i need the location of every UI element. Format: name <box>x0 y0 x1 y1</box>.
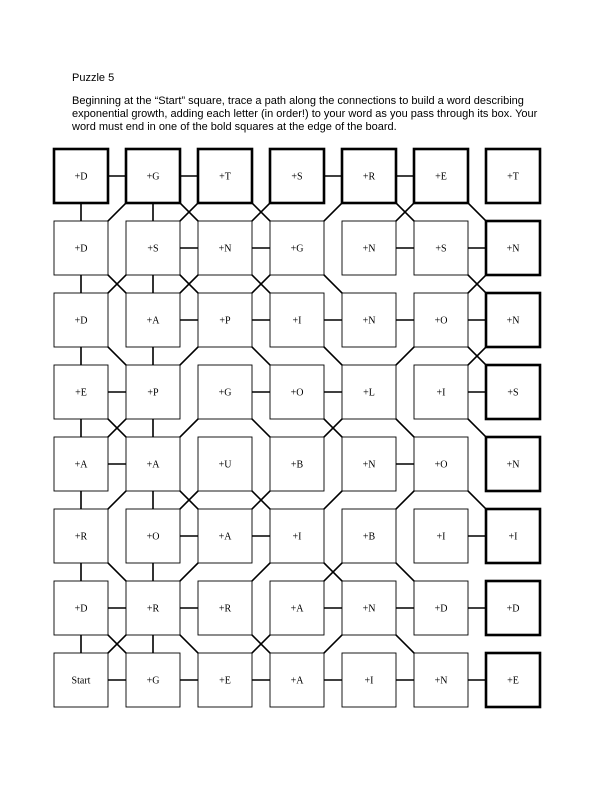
cell-letter: +I <box>508 531 518 543</box>
cell-letter: +O <box>146 531 160 543</box>
cell-letter: +A <box>74 459 88 471</box>
letter-cell <box>414 653 468 707</box>
bold-edge-cell <box>126 149 180 203</box>
cell-letter: +E <box>507 675 519 687</box>
cell-letter: +G <box>146 171 160 183</box>
cell-letter: +D <box>506 603 520 615</box>
letter-cell <box>54 509 108 563</box>
letter-cell <box>414 293 468 347</box>
cell-letter: +B <box>290 459 304 471</box>
cell-letter: +I <box>292 531 302 543</box>
letter-cell <box>270 437 324 491</box>
letter-cell <box>270 653 324 707</box>
letter-cell <box>198 293 252 347</box>
cell-letter: +R <box>362 171 376 183</box>
cell-letter: +I <box>436 531 446 543</box>
cell-letter: +N <box>362 315 376 327</box>
cell-letter: +G <box>290 243 304 255</box>
cell-letter: +N <box>506 243 520 255</box>
cell-letter: +N <box>218 243 232 255</box>
cell-letter: +P <box>219 315 231 327</box>
letter-cell <box>126 293 180 347</box>
letter-cell <box>342 365 396 419</box>
bold-edge-cell <box>486 365 540 419</box>
letter-cell <box>414 581 468 635</box>
cell-letter: +R <box>218 603 232 615</box>
cell-letter: +A <box>290 675 304 687</box>
cell-letter: +D <box>74 171 88 183</box>
bold-edge-cell <box>342 149 396 203</box>
cell-letter: +T <box>507 171 519 183</box>
cell-letter: +A <box>146 315 160 327</box>
puzzle-title: Puzzle 5 <box>72 72 115 84</box>
cell-letter: +G <box>146 675 160 687</box>
letter-cell <box>126 509 180 563</box>
letter-cell <box>270 581 324 635</box>
cell-letter: +N <box>434 675 448 687</box>
bold-edge-cell <box>414 149 468 203</box>
cell-letter: +T <box>219 171 231 183</box>
letter-cell <box>414 365 468 419</box>
letter-cell <box>126 581 180 635</box>
cell-letter: +N <box>362 243 376 255</box>
letter-cell <box>54 221 108 275</box>
cell-letter: +O <box>290 387 304 399</box>
letter-cell <box>198 221 252 275</box>
cell-letter: +L <box>363 387 375 399</box>
letter-cell <box>198 365 252 419</box>
cell-letter: +E <box>75 387 87 399</box>
bold-edge-cell <box>486 293 540 347</box>
cell-letter: +N <box>362 459 376 471</box>
letter-cell <box>270 365 324 419</box>
bold-edge-cell <box>270 149 324 203</box>
cell-letter: +D <box>74 243 88 255</box>
cell-letter: +O <box>434 459 448 471</box>
cell-letter: +S <box>147 243 159 255</box>
cell-letter: +D <box>434 603 448 615</box>
cell-letter: +E <box>219 675 231 687</box>
letter-cell <box>270 221 324 275</box>
letter-cell <box>270 509 324 563</box>
cell-letter: +A <box>290 603 304 615</box>
cell-letter: +D <box>74 603 88 615</box>
start-cell <box>54 653 108 707</box>
cell-letter: +E <box>435 171 447 183</box>
bold-edge-cell <box>486 581 540 635</box>
cell-letter: +G <box>218 387 232 399</box>
bold-edge-cell <box>198 149 252 203</box>
cell-letter: +R <box>146 603 160 615</box>
cell-letter: +P <box>147 387 159 399</box>
cell-letter: +D <box>74 315 88 327</box>
letter-cell <box>342 437 396 491</box>
bold-edge-cell <box>486 509 540 563</box>
letter-cell <box>126 221 180 275</box>
letter-cell <box>342 653 396 707</box>
bold-edge-cell <box>486 149 540 203</box>
cell-letter: +B <box>362 531 376 543</box>
bold-edge-cell <box>486 437 540 491</box>
letter-cell <box>54 437 108 491</box>
cell-letter: +N <box>362 603 376 615</box>
puzzle-instructions: Beginning at the “Start” square, trace a path along the connections to build a word describing exponential growth, adding each letter (in order!) to your word as you pass through its box. Your word must end in one of the bold squares at the edge of the board. <box>72 95 538 133</box>
cell-letter: +U <box>218 459 232 471</box>
cell-letter: +R <box>74 531 88 543</box>
cell-letter: +I <box>364 675 374 687</box>
letter-cell <box>414 221 468 275</box>
letter-cell <box>198 437 252 491</box>
cell-letter: +S <box>435 243 447 255</box>
cell-letter: +A <box>218 531 232 543</box>
letter-cell <box>414 509 468 563</box>
letter-cell <box>198 653 252 707</box>
cell-letter: Start <box>71 675 91 687</box>
bold-edge-cell <box>486 653 540 707</box>
bold-edge-cell <box>54 149 108 203</box>
cell-letter: +A <box>146 459 160 471</box>
letter-cell <box>342 581 396 635</box>
letter-cell <box>54 365 108 419</box>
letter-cell <box>414 437 468 491</box>
cell-letter: +S <box>507 387 519 399</box>
bold-edge-cell <box>486 221 540 275</box>
cell-letter: +N <box>506 459 520 471</box>
cell-letter: +S <box>291 171 303 183</box>
letter-cell <box>54 293 108 347</box>
letter-cell <box>126 437 180 491</box>
cell-letter: +N <box>506 315 520 327</box>
letter-cell <box>198 509 252 563</box>
letter-cell <box>126 365 180 419</box>
letter-cell <box>342 509 396 563</box>
letter-cell <box>126 653 180 707</box>
letter-cell <box>198 581 252 635</box>
letter-cell <box>270 293 324 347</box>
letter-cell <box>342 221 396 275</box>
letter-cell <box>342 293 396 347</box>
cell-letter: +O <box>434 315 448 327</box>
cell-letter: +I <box>292 315 302 327</box>
cell-letter: +I <box>436 387 446 399</box>
letter-cell <box>54 581 108 635</box>
